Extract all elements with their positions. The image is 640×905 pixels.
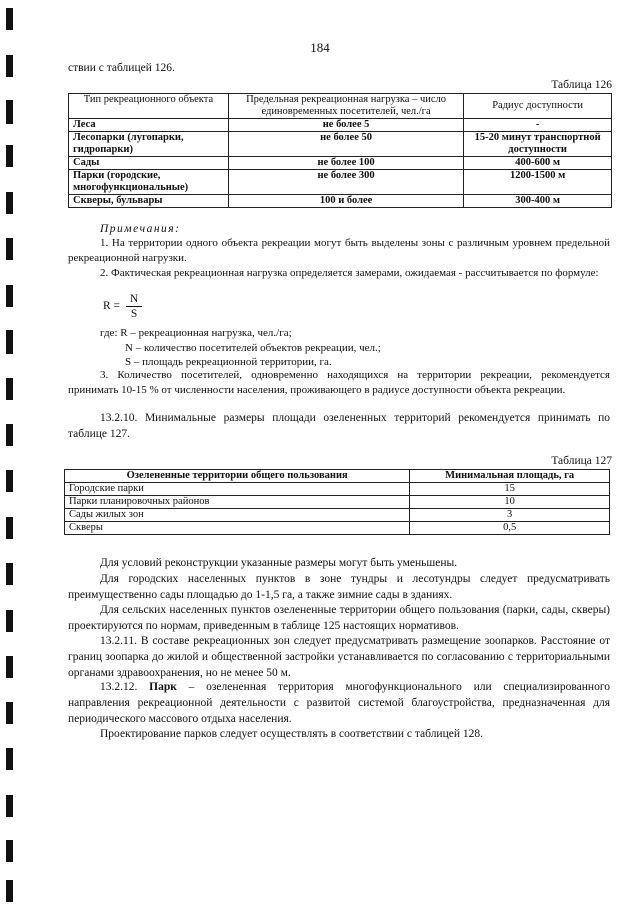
formula-legend (100, 326, 381, 370)
table-cell: 15-20 минут транспортной доступности (464, 132, 612, 157)
note-3: 3. Количество посетителей, одновременно находящихся на территории рекреации, рекомендуется принимать 10-15 % от численности населения, проживающего в радиусе доступности объекта рекреации. (68, 369, 610, 396)
paragraph: Для сельских населенных пунктов озелененные территории общего пользования (парки, сады, скверы) проектируются по нормам, приведенным в таблице 125 настоящих нормативов. (68, 604, 610, 632)
table-cell: не более 5 (228, 119, 463, 132)
formula-denominator: S (130, 308, 138, 320)
formula-lhs: R = (103, 300, 121, 313)
table-row (65, 496, 610, 509)
table-cell: 15 (410, 483, 610, 496)
legend-r: где: R – рекреационная нагрузка, чел./га; (100, 327, 292, 339)
table-row (69, 195, 612, 208)
table-row (65, 522, 610, 535)
paragraph-13-2-10: 13.2.10. Минимальные размеры площади озелененных территорий рекомендуется принимать по таблице 127. (68, 412, 610, 440)
table-126 (68, 93, 612, 208)
note-2: 2. Фактическая рекреационная нагрузка определяется замерами, ожидаемая - рассчитывается по формуле: (100, 267, 599, 279)
table-cell: 400-600 м (464, 157, 612, 170)
table-cell: 300-400 м (464, 195, 612, 208)
table-cell: не более 300 (228, 170, 463, 195)
table-row (69, 170, 612, 195)
paragraph: 13.2.11. В составе рекреационных зон следует предусматривать размещение зоопарков. Расстояние от границ зоопарка до жилой и общественной застройки устанавливается по согласованию с территориальными органами здравоохранения, но не менее 50 м. (68, 635, 610, 679)
table-cell: Леса (69, 119, 229, 132)
table-row (69, 157, 612, 170)
formula-fraction (126, 292, 142, 321)
formula (103, 292, 142, 321)
column-header: Минимальная площадь, га (410, 470, 610, 483)
table-cell: Скверы, бульвары (69, 195, 229, 208)
notes-title: Примечания: (100, 223, 181, 235)
intro-text: ствии с таблицей 126. (68, 62, 175, 74)
column-header: Тип рекреационного объекта (69, 94, 229, 119)
page-number: 184 (310, 40, 330, 55)
table-cell: 100 и более (228, 195, 463, 208)
table-cell: 1200-1500 м (464, 170, 612, 195)
table-cell: Скверы (65, 522, 410, 535)
formula-numerator: N (126, 292, 142, 307)
note-1: 1. На территории одного объекта рекреации могут быть выделены зоны с различным уровнем предельной рекреационной нагрузки. (68, 237, 610, 264)
table-row (69, 132, 612, 157)
column-header: Предельная рекреационная нагрузка – число единовременных посетителей, чел./га (228, 94, 463, 119)
paragraph: Для условий реконструкции указанные размеры могут быть уменьшены. (100, 557, 458, 569)
table-cell: Лесопарки (лугопарки, гидропарки) (69, 132, 229, 157)
definition: – озелененная территория многофункционального или специализированного направления рекреационной деятельности с развитой системой благоустройства, предназначенная для периодического массового отдыха населения. (68, 681, 611, 725)
table-cell: Сады (69, 157, 229, 170)
table-127-caption: Таблица 127 (551, 455, 612, 467)
legend-n: N – количество посетителей объектов рекреации, чел.; (125, 341, 381, 354)
table-row (65, 509, 610, 522)
table-cell: Парки (городские, многофункциональные) (69, 170, 229, 195)
table-header-row (69, 94, 612, 119)
legend-s: S – площадь рекреационной территории, га. (125, 356, 332, 369)
table-cell: Городские парки (65, 483, 410, 496)
table-row (65, 483, 610, 496)
column-header: Радиус доступности (464, 94, 612, 119)
paragraph: Для городских населенных пунктов в зоне тундры и лесотундры следует предусматривать преимущественно сады площадью до 1-1,5 га, а также зимние сады в зданиях. (68, 573, 610, 601)
paragraph-number: 13.2.12. (100, 681, 138, 693)
table-127 (64, 469, 610, 535)
table-cell: 10 (410, 496, 610, 509)
table-cell: Сады жилых зон (65, 509, 410, 522)
table-row (69, 119, 612, 132)
table-126-caption: Таблица 126 (551, 79, 612, 91)
table-cell: Парки планировочных районов (65, 496, 410, 509)
table-cell: не более 50 (228, 132, 463, 157)
table-cell: 3 (410, 509, 610, 522)
column-header: Озелененные территории общего пользования (65, 470, 410, 483)
table-header-row (65, 470, 610, 483)
paragraph: Проектирование парков следует осуществлять в соответствии с таблицей 128. (100, 728, 483, 740)
table-cell: не более 100 (228, 157, 463, 170)
term-park: Парк (149, 681, 177, 693)
table-cell: 0,5 (410, 522, 610, 535)
table-cell: - (464, 119, 612, 132)
paragraph-13-2-12 (68, 679, 610, 727)
